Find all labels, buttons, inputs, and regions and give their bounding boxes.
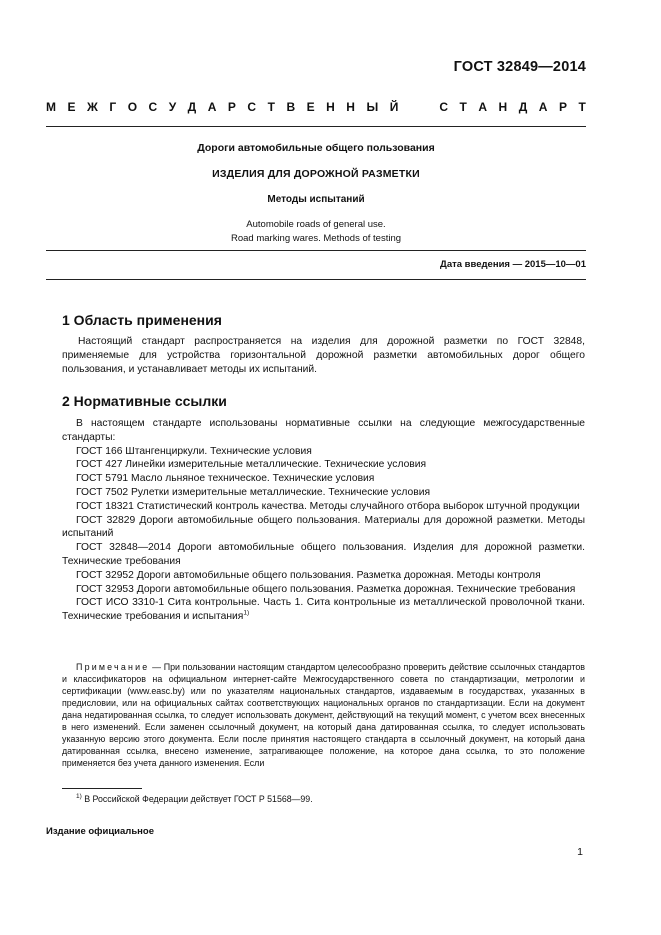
reference-text: ГОСТ 32953 Дороги автомобильные общего пользования. Разметка дорожная. Технические требования — [76, 583, 576, 595]
interstate-standard-banner — [46, 100, 586, 114]
note-block — [62, 661, 585, 769]
banner-letter: Р — [227, 100, 236, 114]
banner-letter: А — [538, 100, 548, 114]
note-text: — При пользовании настоящим стандартом целесообразно проверить действие ссылочных стандартов и классификаторов на официальном интернет-сайте Межгосударственного совета по стандартизации, метрологии и сертификации (www.easc.by) или по указателям национальных стандартов, издаваемым в государствах, указанных в предисловии, или на официальных сайтах соответствующих национальных органов по стандартизации. Если на документ дана недатированная ссылка, то следует использовать документ, действующий на текущий момент, с учетом всех внесенных в него изменений. Если заменен ссылочный документ, на который дана датированная ссылка, то следует использовать указанную версию этого документа. Если после принятия настоящего стандарта в ссылочный документ, на который дана датированная ссылка, внесено изменение, затрагивающее положение, на которое дана ссылка, то это положение применяется без учета данного изменения. Если — [62, 662, 585, 768]
banner-letter: Н — [498, 100, 508, 114]
page-number: 1 — [577, 846, 583, 858]
title-english — [46, 218, 586, 245]
reference-item — [62, 500, 585, 514]
banner-letter: С — [439, 100, 449, 114]
banner-letter: Д — [518, 100, 528, 114]
date-rule — [46, 279, 586, 280]
banner-letter: Ы — [366, 100, 379, 114]
banner-letter: Т — [459, 100, 467, 114]
banner-letter: С — [148, 100, 158, 114]
section-2-heading: 2 Нормативные ссылки — [62, 393, 227, 409]
banner-letter: Т — [267, 100, 275, 114]
banner-word-gap — [410, 100, 428, 114]
reference-text: ГОСТ 32829 Дороги автомобильные общего пользования. Материалы для дорожной разметки. Методы испытаний — [62, 514, 585, 540]
references-items — [62, 445, 585, 624]
reference-text: ГОСТ 427 Линейки измерительные металлические. Технические условия — [76, 459, 427, 471]
banner-letter: В — [286, 100, 296, 114]
reference-item — [62, 596, 585, 624]
footnote-rule — [62, 788, 142, 789]
references-intro: В настоящем стандарте использованы нормативные ссылки на следующие межгосударственные стандарты: — [62, 418, 585, 443]
banner-letter: А — [478, 100, 488, 114]
reference-text: ГОСТ 18321 Статистический контроль качества. Методы случайного отбора выборок штучной продукции — [76, 500, 580, 512]
standard-number: ГОСТ 32849—2014 — [453, 59, 586, 75]
footnote-text: В Российской Федерации действует ГОСТ Р 51568—99. — [81, 794, 313, 804]
title-line-3: Методы испытаний — [267, 194, 365, 205]
section-1-text — [62, 335, 585, 377]
footnote — [76, 794, 313, 804]
footnote-ref-mark: 1) — [243, 609, 250, 617]
banner-letter: Й — [389, 100, 399, 114]
banner-letter: Р — [558, 100, 567, 114]
title-rule — [46, 250, 586, 251]
reference-text: ГОСТ 5791 Масло льняное техническое. Технические условия — [76, 473, 375, 485]
section-1-heading: 1 Область применения — [62, 312, 222, 328]
section-2-heading-wrap — [62, 393, 227, 409]
note-label: Примечание — [76, 662, 150, 672]
reference-text: ГОСТ ИСО 3310-1 Сита контрольные. Часть 1. Сита контрольные из металлической проволочной ткани. Технические требования и испытания — [62, 597, 585, 623]
reference-item — [62, 458, 585, 472]
banner-letter: Н — [346, 100, 355, 114]
banner-rule-top — [46, 126, 586, 127]
banner-letter: С — [247, 100, 257, 114]
reference-item — [62, 541, 585, 569]
reference-item — [62, 569, 585, 583]
section-1-heading-wrap — [62, 312, 222, 328]
reference-item — [62, 583, 585, 597]
edition-label: Издание официальное — [46, 826, 154, 837]
banner-letter: Н — [326, 100, 335, 114]
banner-letter: О — [127, 100, 138, 114]
section-1-paragraph: Настоящий стандарт распространяется на изделия для дорожной разметки по ГОСТ 32848, применяемые для устройства горизонтальной дорожной разметки автомобильных дорог общего пользования, и устанавливает методы их испытаний. — [62, 336, 585, 375]
banner-letter: Е — [306, 100, 315, 114]
reference-text: ГОСТ 7502 Рулетки измерительные металлические. Технические условия — [76, 486, 431, 498]
banner-letter: Ж — [87, 100, 98, 114]
reference-item — [62, 445, 585, 459]
banner-letter: Е — [67, 100, 76, 114]
reference-item — [62, 472, 585, 486]
footnote-mark: 1) — [76, 793, 82, 801]
banner-letter: Т — [578, 100, 586, 114]
banner-letter: М — [46, 100, 56, 114]
references-list — [62, 417, 585, 624]
title-line-1: Дороги автомобильные общего пользования — [197, 142, 435, 154]
title-line-2: ИЗДЕЛИЯ ДЛЯ ДОРОЖНОЙ РАЗМЕТКИ — [212, 168, 420, 180]
reference-item — [62, 486, 585, 500]
reference-text: ГОСТ 166 Штангенциркули. Технические условия — [76, 445, 312, 457]
reference-item — [62, 514, 585, 542]
reference-text: ГОСТ 32952 Дороги автомобильные общего пользования. Разметка дорожная. Методы контроля — [76, 569, 541, 581]
banner-letter: У — [168, 100, 177, 114]
banner-letter: А — [207, 100, 217, 114]
title-english-line-2: Road marking wares. Methods of testing — [230, 232, 402, 244]
reference-text: ГОСТ 32848—2014 Дороги автомобильные общего пользования. Изделия для дорожной разметки. Технические требования — [62, 542, 585, 567]
banner-letter: Д — [187, 100, 197, 114]
banner-letter: Г — [109, 100, 117, 114]
intro-date: Дата введения — 2015—10—01 — [440, 259, 586, 270]
title-english-line-1: Automobile roads of general use. — [246, 219, 386, 230]
